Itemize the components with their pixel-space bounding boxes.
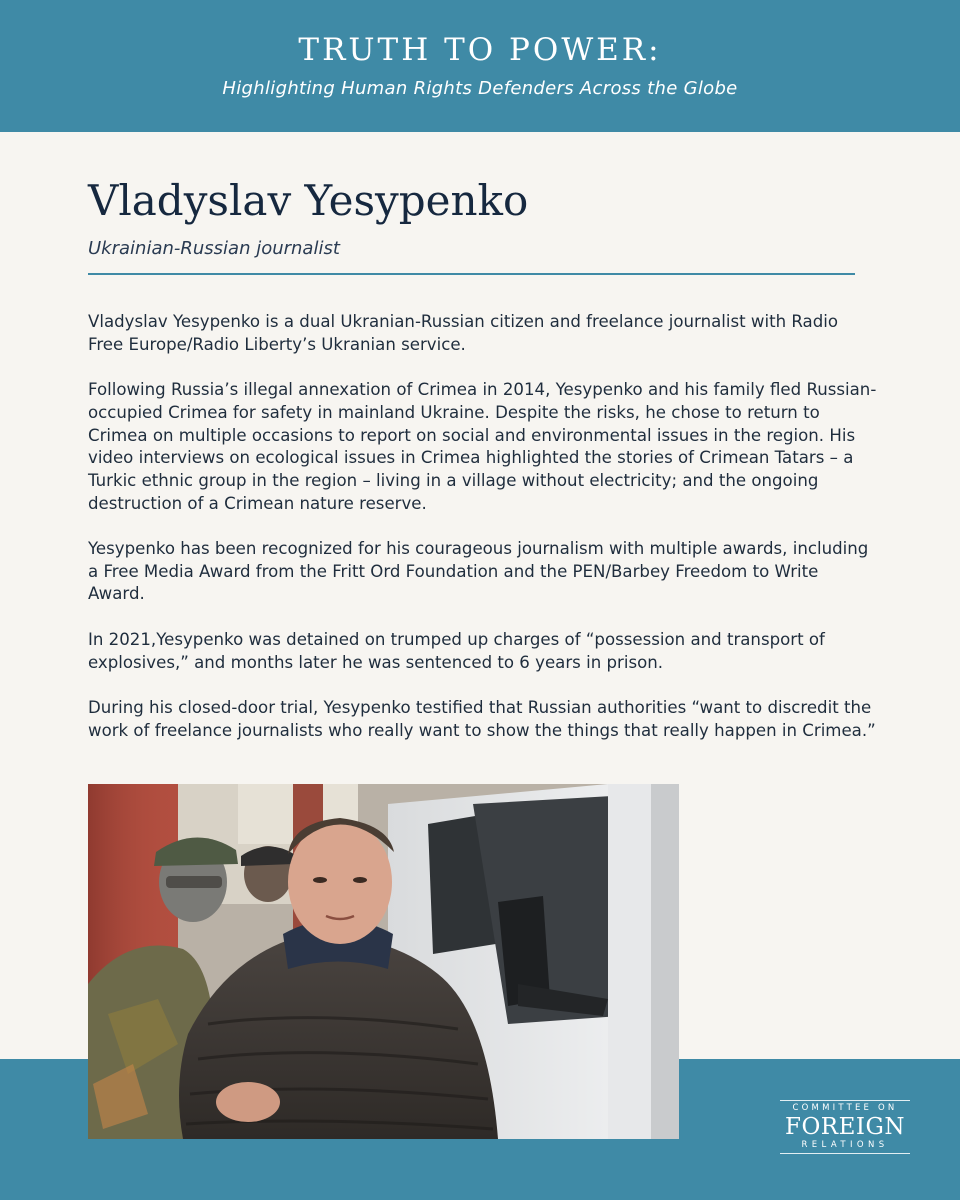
bio-paragraph: Vladyslav Yesypenko is a dual Ukranian-Russian citizen and freelance journalist with Radio Free Europe/Radio Liberty’s Ukranian service. (88, 312, 839, 354)
logo-line-2: FOREIGN (784, 1114, 905, 1140)
header-banner (0, 0, 960, 132)
logo-line-1: COMMITTEE ON (792, 1103, 898, 1113)
logo-line-3: RELATIONS (801, 1140, 889, 1150)
bio-paragraph: Following Russia’s illegal annexation of Crimea in 2014, Yesypenko and his family fled Russian-occupied Crimea for safety in mainland Ukraine. Despite the risks, he chose to return to Crimea on multiple occasions to report on social and environmental issues in the region. His video interviews on ecological issues in Crimea highlighted the stories of Crimean Tatars – a Turkic ethnic group in the region – living in a village without electricity; and the ongoing destruction of a Crimean nature reserve. (88, 380, 877, 513)
bio-text (88, 311, 878, 765)
bio-paragraph: In 2021,Yesypenko was detained on trumped up charges of “possession and transport of explosives,” and months later he was sentenced to 6 years in prison. (88, 629, 825, 672)
committee-logo (780, 1100, 910, 1154)
profile-name: Vladyslav Yesypenko (88, 176, 529, 225)
series-subtitle: Highlighting Human Rights Defenders Across the Globe (222, 78, 738, 99)
journalist-photo (88, 784, 679, 1139)
divider-rule (88, 273, 855, 275)
logo-top-rule (780, 1100, 910, 1101)
profile-role: Ukrainian-Russian journalist (88, 238, 340, 259)
series-title: TRUTH TO POWER: (298, 32, 662, 68)
bio-paragraph: Yesypenko has been recognized for his courageous journalism with multiple awards, including a Free Media Award from the Fritt Ord Foundation and the PEN/Barbey Freedom to Write Award. (88, 539, 869, 604)
logo-bottom-rule (780, 1153, 910, 1154)
bio-paragraph: During his closed-door trial, Yesypenko testified that Russian authorities “want to discredit the work of freelance journalists who really want to show the things that really happen in Crimea.” (88, 697, 876, 740)
